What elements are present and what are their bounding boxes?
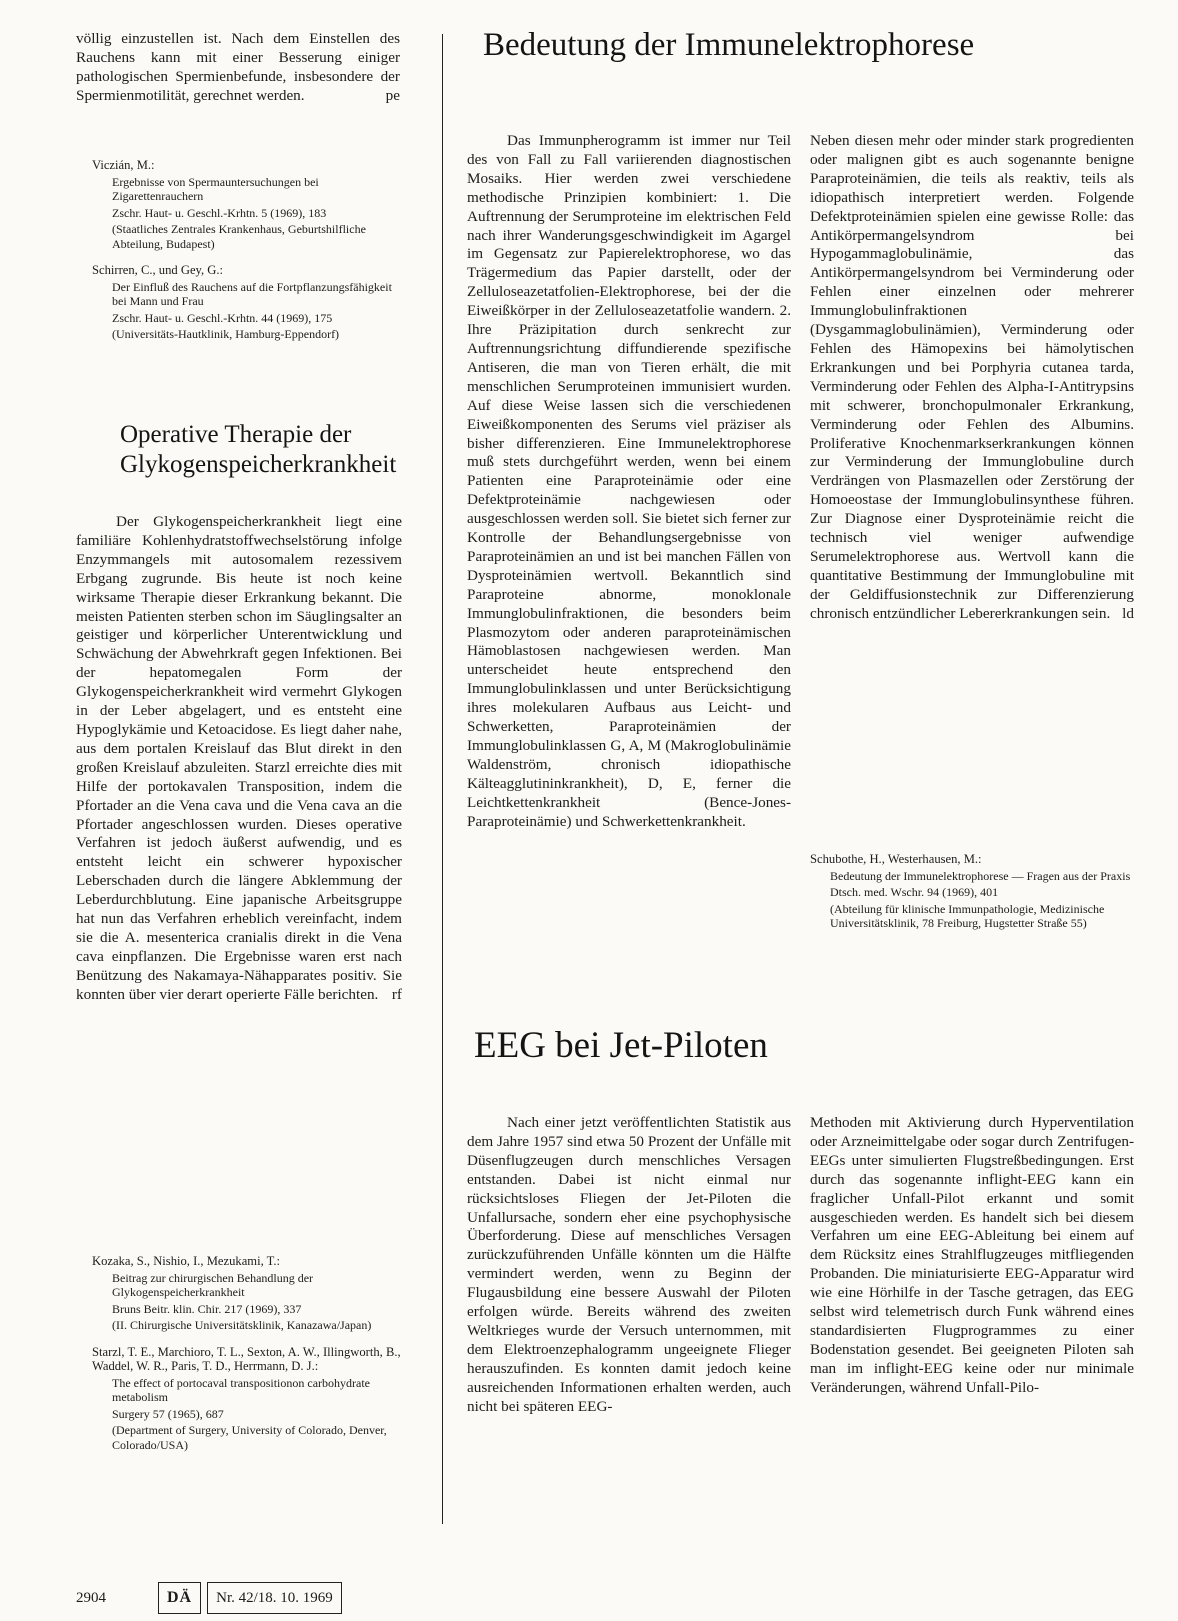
article-title: EEG bei Jet-Piloten	[474, 1025, 768, 1066]
article-glycogen	[76, 420, 402, 1005]
page-footer	[76, 1581, 342, 1615]
article-body: Der Glykogenspeicherkrankheit liegt eine familiäre Kohlenhydratstoffwechselstörung infolge Enzymmangels mit autosomalem rezessivem Erbgang zugrunde. Bis heute ist noch keine wirksame Therapie dieser Erkrankung bekannt. Die meisten Patienten sterben schon im Säuglingsalter an geistiger und körperlicher Unterentwicklung und Schwächung der Abwehrkraft gegen Infektionen. Bei der hepatomegalen Form der Glykogenspeicherkrankheit wird vermehrt Glykogen in der Leber abgelagert, und es entsteht eine Hypoglykämie und Ketoacidose. Es liegt daher nahe, aus dem portalen Kreislauf das Blut direkt in den großen Kreislauf abzuleiten. Starzl erreichte dies mit Hilfe der portokavalen Transposition, indem die Pfortader an die Vena cava und die Vena cava an die Pfortader angeschlossen wurden. Dieses operative Verfahren ist jedoch äußerst aufwendig, und es entsteht leicht ein schwerer hypoxischer Leberschaden durch die längere Abklemmung der Leberdurchblutung. Eine japanische Arbeitsgruppe hat nun das Verfahren erheblich vereinfacht, indem sie die A. mesenterica cranialis direkt in die Vena cava einpflanzen. Die Ergebnisse waren erst nach Benützung des Nakamaya-Nähapparates positiv. Sie konnten über vier derart operierte Fälle berichten.	[76, 513, 402, 1003]
references-smoking	[92, 158, 404, 354]
reference-title: Ergebnisse von Spermauntersuchungen bei Zigarettenrauchern	[112, 174, 319, 203]
reference-source: Bruns Beitr. klin. Chir. 217 (1969), 337	[112, 1301, 302, 1316]
reference-source: Zschr. Haut- u. Geschl.-Krhtn. 44 (1969), 175	[112, 310, 333, 325]
reference-entry	[92, 158, 404, 251]
reference-entry	[92, 263, 404, 342]
reference-affiliation: (Universitäts-Hautklinik, Hamburg-Eppendorf)	[112, 327, 340, 341]
article-immuno-col1	[467, 132, 791, 832]
reference-title: Beitrag zur chirurgischen Behandlung der Glykogenspeicherkrankheit	[112, 1270, 314, 1299]
reference-source: Dtsch. med. Wschr. 94 (1969), 401	[830, 885, 999, 899]
reference-title: The effect of portocaval transpositionon carbohydrate metabolism	[112, 1375, 371, 1404]
page-number: 2904	[76, 1589, 106, 1606]
signature: ld	[1122, 604, 1134, 622]
journal-logo: DÄ	[158, 1582, 201, 1614]
reference-affiliation: (Staatliches Zentrales Krankenhaus, Geburtshilfliche Abteilung, Budapest)	[112, 222, 366, 251]
article-body: Neben diesen mehr oder minder stark progredienten oder malignen gibt es auch sogenannte benigne Paraproteinämien, die teils als reaktiv, teils als idiopathisch interpretiert werden. Folgende Defektproteinämien spielen eine gewisse Rolle: das Antikörpermangelsyndrom bei Hypogammaglobulinämie, das Antikörpermangelsyndrom bei Verminderung oder Fehlen einer einzelnen oder mehrerer Immunglobulinfraktionen (Dysgammaglobulinämien), Verminderung oder Fehlen des Hämopexins bei hämolytischen Erkrankungen und bei Porphyria cutanea tarda, Verminderung oder Fehlen des Alpha-I-Antitrypsins mit schwerer, bronchopulmonaler Erkrankung, Verminderung oder Fehlen des Albumins. Proliferative Knochenmarkserkrankungen können zur Verminderung der Immunglobuline durch Verdrängen von Plasmazellen oder Zerstörung der Homoeostase der Immunglobulinsynthese führen. Zur Diagnose einer Dysproteinämie reicht die technisch viel weniger aufwendige Serumelektrophorese aus. Wertvoll kann die quantitative Bestimmung der Immunglobuline mit der Geldiffusionstechnik zur Differenzierung chronisch entzündlicher Lebererkrankungen sein.	[810, 132, 1134, 622]
continuation-text: völlig einzustellen ist. Nach dem Einstellen des Rauchens kann mit einer Besserung einiger pathologischen Spermienbefunde, insbesondere der Spermienmotilität, gerechnet werden.	[76, 30, 400, 104]
column-divider	[442, 34, 443, 1524]
reference-author: Schirren, C., und Gey, G.:	[92, 263, 224, 277]
article-eeg-col1	[467, 1114, 791, 1417]
article-body: Methoden mit Aktivierung durch Hyperventilation oder Arzneimittelgabe oder sogar durch Zentrifugen-EEGs unter simulierten Flugstreßbedingungen. Erst durch das sogenannte inflight-EEG kann ein fraglicher Unfall-Pilot erkannt und somit ausgeschieden werden. Es handelt sich bei diesem Verfahren um eine EEG-Ableitung bei einem auf dem Rücksitz eines Strahlflugzeuges mitfliegenden Probanden. Die miniaturisierte EEG-Apparatur wird wie eine Hörhilfe in der Tasche getragen, das EEG selbst wird telemetrisch durch Funk während eines standardisierten Flugprogrammes zu einer Bodenstation gesendet. Bei geeigneten Piloten sah man im inflight-EEG keine oder nur minimale Veränderungen, während Unfall-Pilo-	[810, 1114, 1134, 1396]
signature: pe	[385, 86, 400, 104]
reference-author: Viczián, M.:	[92, 158, 155, 172]
reference-entry	[810, 852, 1132, 931]
issue-info: Nr. 42/18. 10. 1969	[207, 1582, 342, 1614]
left-continuation	[76, 30, 400, 106]
reference-affiliation: (Department of Surgery, University of Colorado, Denver, Colorado/USA)	[112, 1423, 387, 1452]
article-body: Nach einer jetzt veröffentlichten Statistik aus dem Jahre 1957 sind etwa 50 Prozent der Unfälle mit Düsenflugzeugen durch menschliches Versagen entstanden. Dabei ist nicht einmal nur rücksichtsloses Fliegen der Jet-Piloten die Unfallursache, sondern eher eine psychophysische Überforderung. Diese auf menschliches Versagen zurückzuführenden Unfälle könnten um die Hälfte vermindert werden, wenn zu Beginn der Flugausbildung eine bessere Auswahl der Piloten erfolgen würde. Bereits während des zweiten Weltkrieges wurde der Versuch unternommen, mit dem Elektroenzephalogramm ungeeignete Flieger herauszufinden. Es konnten damit jedoch keine ausreichenden Informationen erhalten werden, auch nicht bei späteren EEG-	[467, 1114, 791, 1415]
article-eeg-col2	[810, 1114, 1134, 1398]
article-title: Operative Therapie der Glykogenspeicherkrankheit	[120, 421, 397, 478]
article-body: Das Immunpherogramm ist immer nur Teil des von Fall zu Fall variierenden diagnostischen Mosaiks. Hier werden zwei verschiedene methodische Prinzipien kombiniert: 1. Die Auftrennung der Serumproteine im elektrischen Feld nach ihrer Wanderungsgeschwindigkeit im Agargel im Gegensatz zur Papierelektrophorese, wo das Trägermedium das Papier darstellt, oder der Zelluloseazetatfolien-Elektrophorese, bei der die Eiweißkörper in der Zelluloseazetatfolie wandern. 2. Ihre Präzipitation durch senkrecht zur Auftrennungsrichtung diffundierende spezifische Antiseren, die man von Tieren erhält, die mit menschlichen Serumproteinen immunisiert wurden. Auf diese Weise lassen sich die verschiedenen Eiweißkomponenten des Serums viel präziser als bisher differenzieren. Eine Immunelektrophorese muß stets durchgeführt werden, wenn bei einem Patienten eine Paraproteinämie oder eine Defektproteinämie nachgewiesen oder ausgeschlossen werden soll. Sie bietet sich ferner zur Kontrolle der Behandlungsergebnisse von Paraproteinämien an und ist bei manchen Fällen von Dysproteinämien wertvoll. Bekanntlich sind Paraproteine abnorme, monoklonale Immunglobulinfraktionen, die besonders beim Plasmozytom oder anderen paraproteinämischen Hämoblastosen nachgewiesen werden. Man unterscheidet heute entsprechend den Immunglobulinklassen und unter Berücksichtigung ihres molekularen Aufbaus aus Leicht- und Schwerketten, Paraproteinämien der Immunglobulinklassen G, A, M (Makroglobulinämie Waldenström, chronisch idiopathische Kälteagglutininkrankheit), D, E, ferner die Leichtkettenkrankheit (Bence-Jones-Paraproteinämie) und Schwerkettenkrankheit.	[467, 132, 791, 830]
reference-author: Starzl, T. E., Marchioro, T. L., Sexton, A. W., Illingworth, B., Waddel, W. R., Paris, T. D., Herrmann, D. J.:	[92, 1344, 401, 1373]
reference-title: Der Einfluß des Rauchens auf die Fortpflanzungsfähigkeit bei Mann und Frau	[112, 279, 392, 308]
reference-source: Surgery 57 (1965), 687	[112, 1406, 224, 1421]
reference-entry	[92, 1345, 402, 1453]
reference-affiliation: (Abteilung für klinische Immunpathologie, Medizinische Universitätsklinik, 78 Freiburg, Hugstetter Straße 55)	[830, 901, 1105, 930]
reference-entry	[92, 1254, 402, 1333]
article-immuno-col2	[810, 132, 1134, 624]
reference-affiliation: (II. Chirurgische Universitätsklinik, Kanazawa/Japan)	[112, 1318, 372, 1332]
reference-title: Bedeutung der Immunelektrophorese — Fragen aus der Praxis	[830, 868, 1131, 883]
reference-author: Kozaka, S., Nishio, I., Mezukami, T.:	[92, 1254, 281, 1268]
article-title: Bedeutung der Immunelektrophorese	[483, 27, 975, 63]
references-glycogen	[92, 1254, 402, 1464]
signature: rf	[391, 985, 402, 1003]
reference-author: Schubothe, H., Westerhausen, M.:	[810, 852, 982, 866]
references-immuno	[810, 852, 1132, 943]
reference-source: Zschr. Haut- u. Geschl.-Krhtn. 5 (1969), 183	[112, 205, 327, 220]
